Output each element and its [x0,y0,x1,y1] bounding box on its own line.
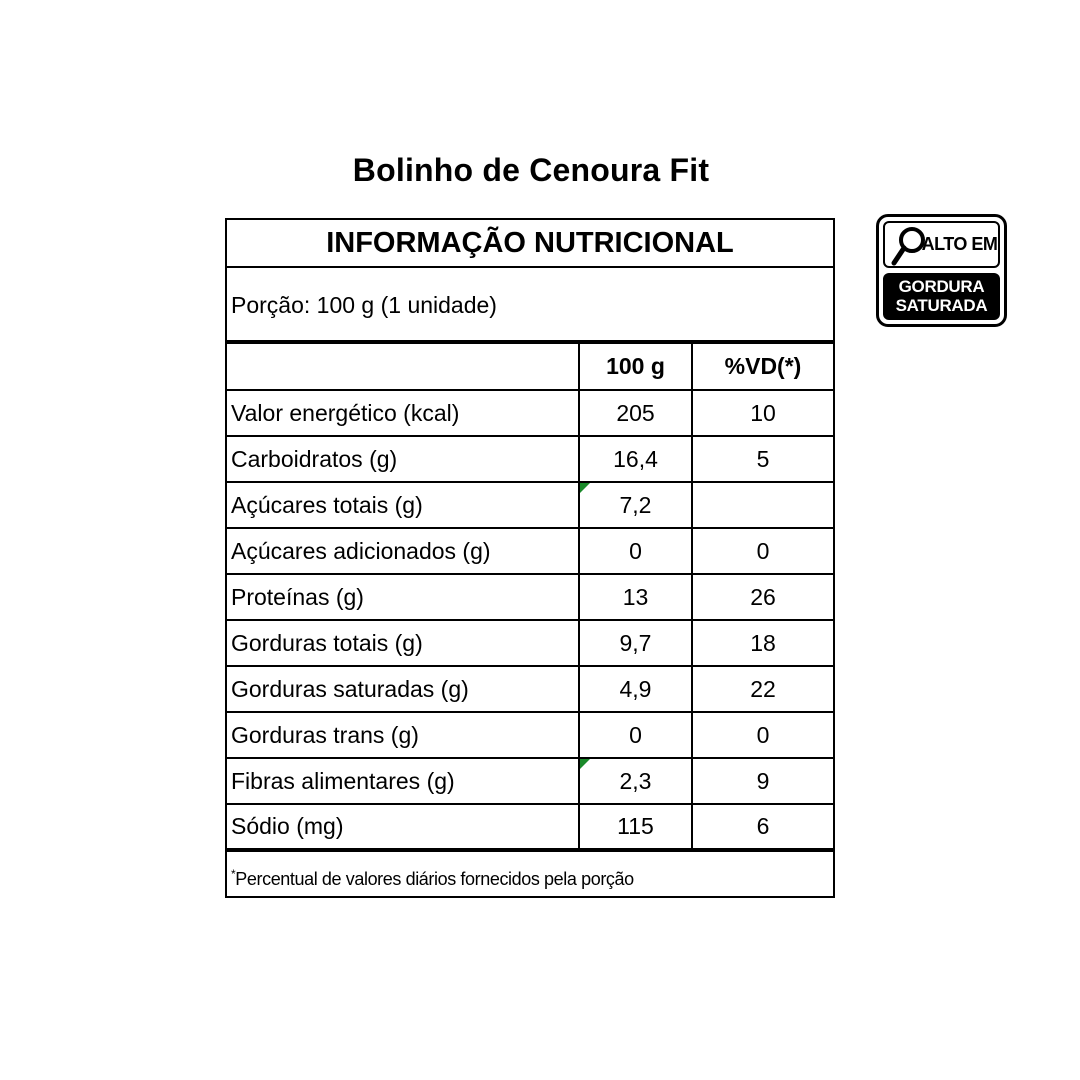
nutrient-value: 0 [579,712,692,758]
cell-marker [580,483,590,493]
nutrient-vd: 9 [692,758,833,804]
nutrient-name: Valor energético (kcal) [227,390,579,436]
column-header-vd: %VD(*) [692,344,833,390]
cell-marker [580,759,590,769]
column-header-100g: 100 g [579,344,692,390]
nutrient-name: Gorduras totais (g) [227,620,579,666]
warning-top [883,221,1000,268]
nutrient-vd: 5 [692,436,833,482]
nutrient-name: Carboidratos (g) [227,436,579,482]
table-header-row [227,344,833,390]
nutrient-value: 4,9 [579,666,692,712]
warning-line-2: SATURADA [895,296,988,315]
table-row [227,712,833,758]
footnote-text: Percentual de valores diários fornecidos pela porção [235,869,634,889]
nutrient-name: Açúcares adicionados (g) [227,528,579,574]
table-row [227,620,833,666]
nutrient-vd: 18 [692,620,833,666]
nutrient-value: 115 [579,804,692,850]
table-row [227,758,833,804]
column-header-name [227,344,579,390]
warning-line-1: GORDURA [898,277,985,296]
portion-size: Porção: 100 g (1 unidade) [227,268,833,344]
product-title: Bolinho de Cenoura Fit [352,152,710,188]
nutrient-value-cell [579,482,692,528]
nutrient-value: 9,7 [579,620,692,666]
nutrient-name: Gorduras saturadas (g) [227,666,579,712]
nutrient-value: 0 [579,528,692,574]
nutrition-table [227,344,833,852]
nutrient-value: 13 [579,574,692,620]
nutrient-name: Sódio (mg) [227,804,579,850]
nutrient-name: Açúcares totais (g) [227,482,579,528]
warning-nutrient [883,273,1000,320]
label-header: INFORMAÇÃO NUTRICIONAL [227,220,833,268]
nutrient-name: Proteínas (g) [227,574,579,620]
table-row [227,666,833,712]
nutrient-value: 16,4 [579,436,692,482]
footnote-mark: * [231,867,236,881]
table-row [227,390,833,436]
high-saturated-fat-warning [876,214,1007,327]
nutrient-vd [692,482,833,528]
nutrient-name: Gorduras trans (g) [227,712,579,758]
table-row [227,574,833,620]
nutrition-label [225,218,835,898]
nutrient-vd: 10 [692,390,833,436]
nutrient-vd: 26 [692,574,833,620]
nutrient-vd: 0 [692,528,833,574]
nutrient-vd: 0 [692,712,833,758]
table-row [227,528,833,574]
table-row [227,804,833,850]
warning-title: ALTO EM [921,234,998,254]
nutrient-name: Fibras alimentares (g) [227,758,579,804]
nutrient-value: 205 [579,390,692,436]
nutrient-value: 2,3 [619,767,652,794]
nutrient-value: 7,2 [619,491,652,518]
table-row [227,436,833,482]
footnote [227,852,833,896]
nutrient-vd: 22 [692,666,833,712]
nutrient-vd: 6 [692,804,833,850]
table-row [227,482,833,528]
nutrient-value-cell [579,758,692,804]
